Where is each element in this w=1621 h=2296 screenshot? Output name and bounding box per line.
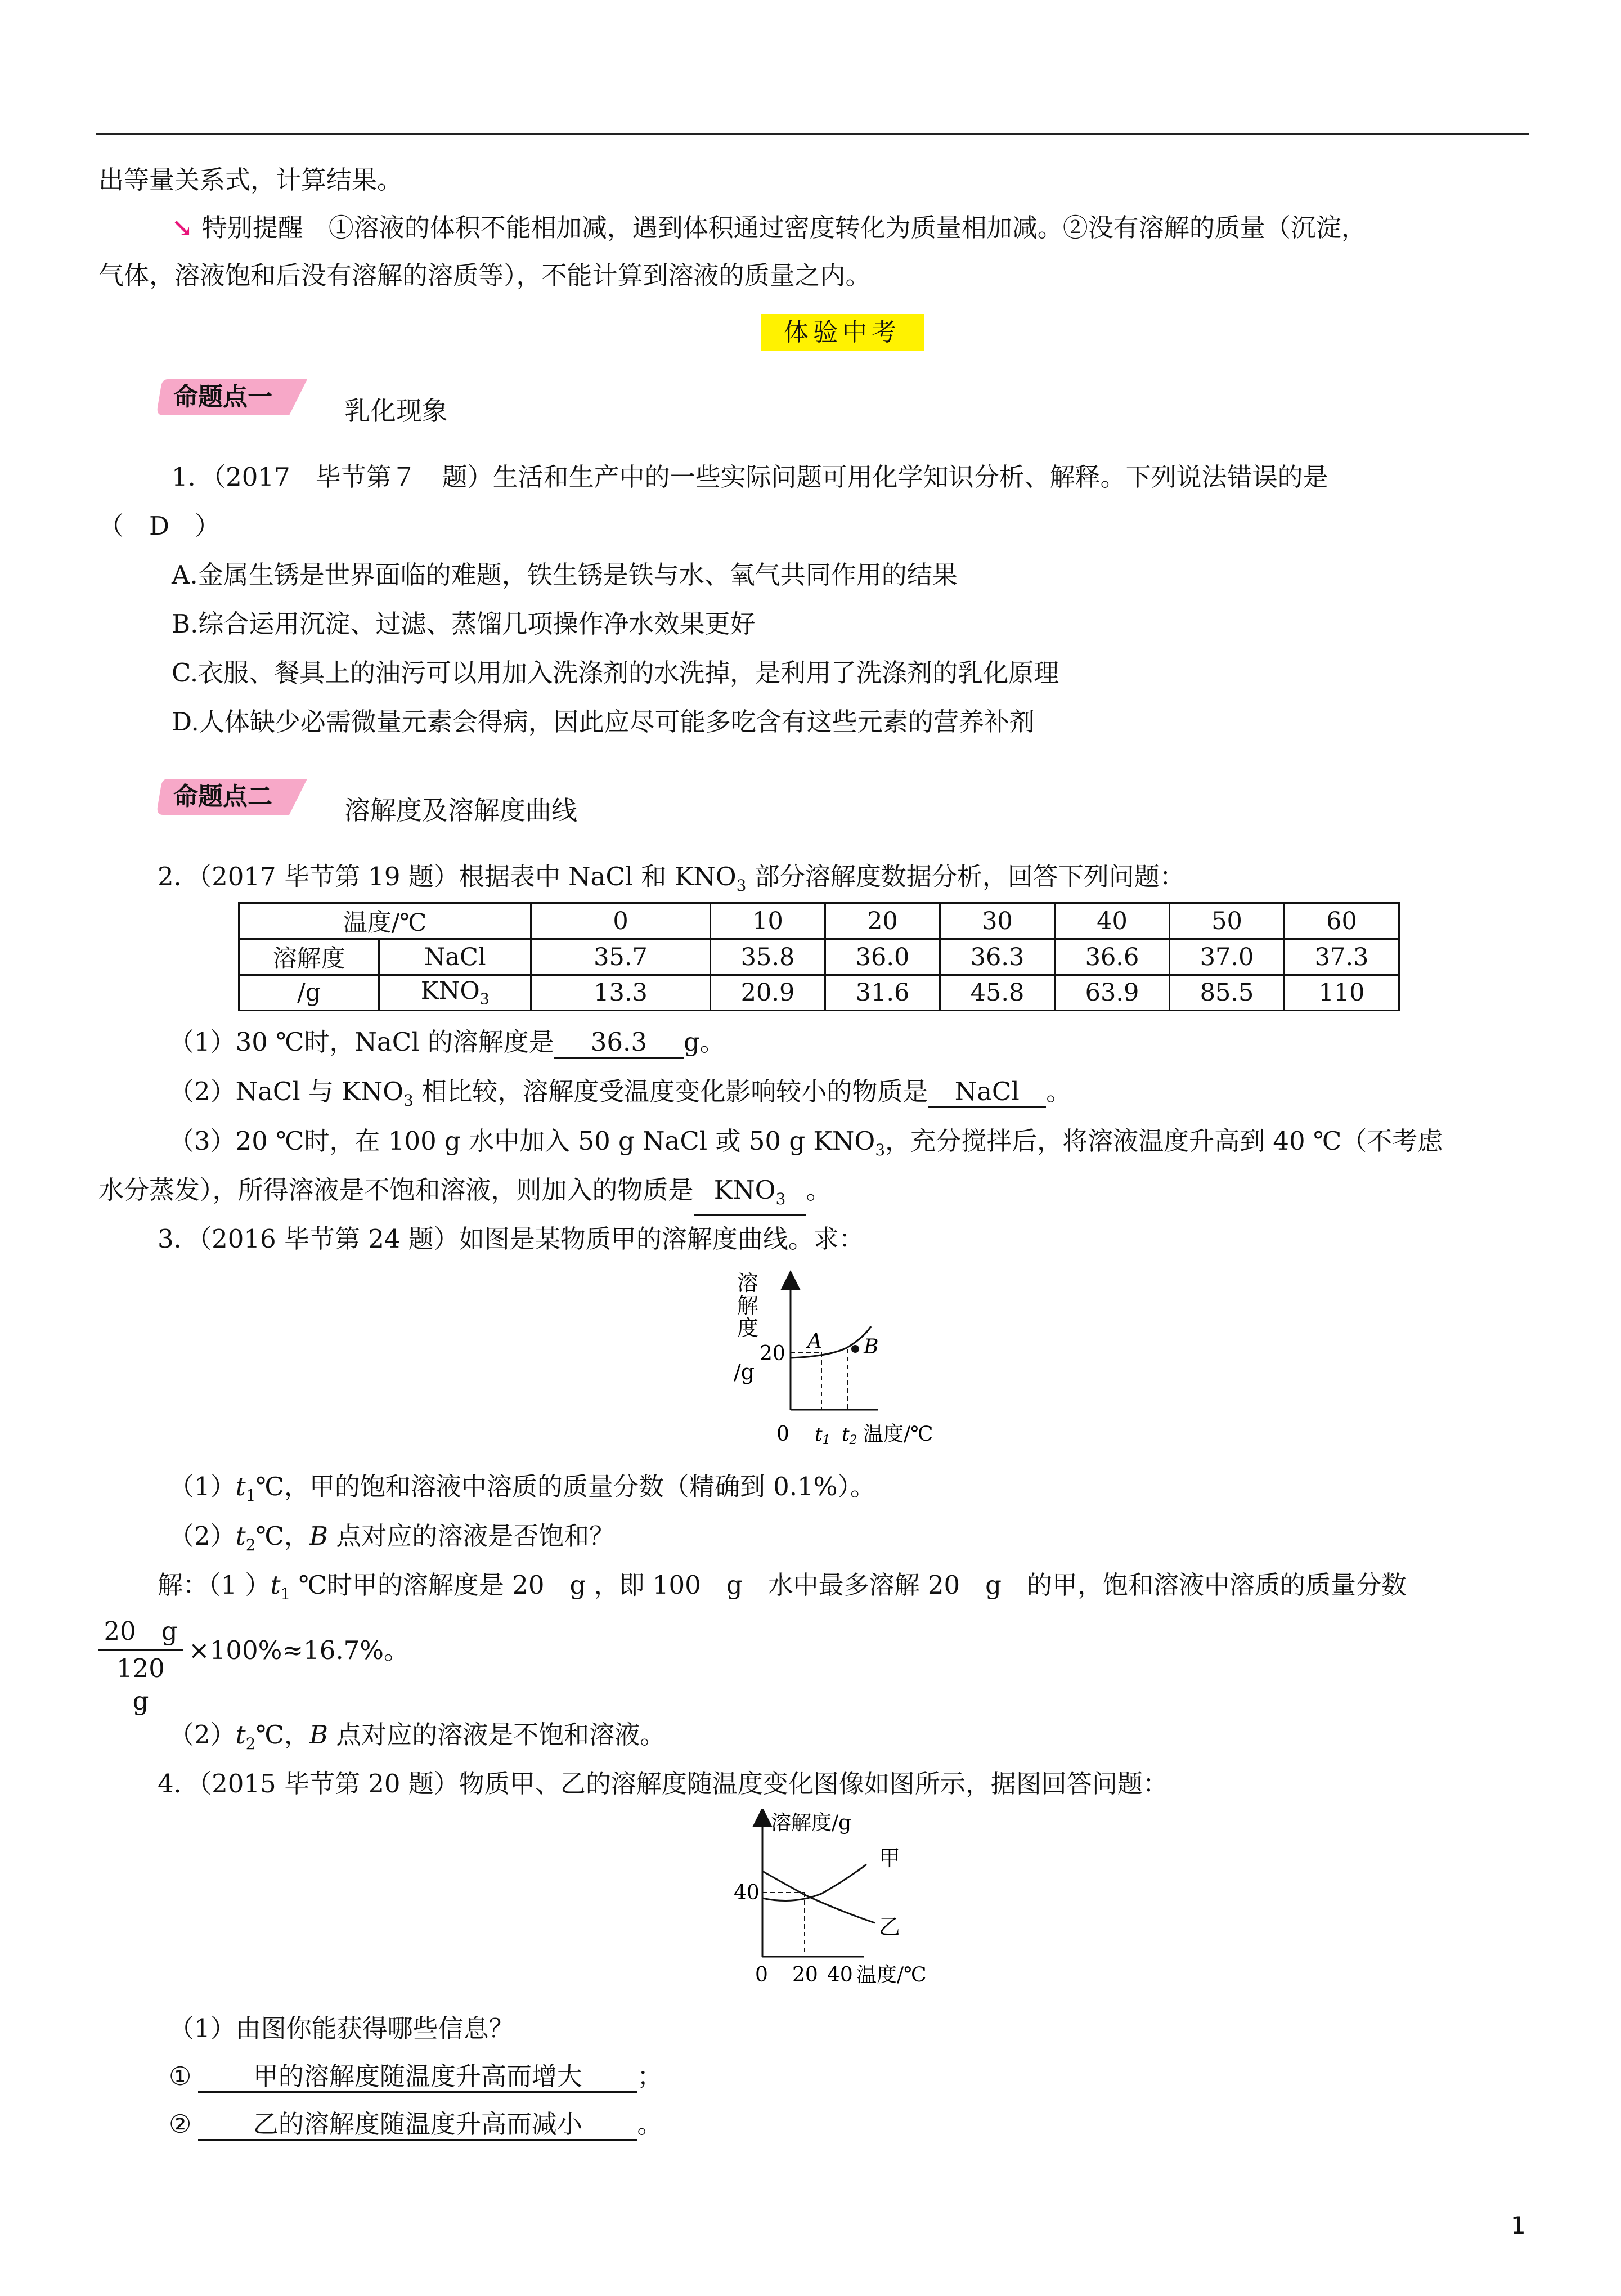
y-axis-label: 溶解度/g [771,1811,852,1835]
table-cell: 30 [940,903,1055,939]
x-axis-label: 温度/℃ [863,1423,933,1446]
solution-1: 解：（1 ）$t_1$ ℃时甲的溶解度是 20 g ，即 100 g 水中最多溶解 20 g 的甲，饱和溶液中溶质的质量分数 [158,1570,1407,1603]
answer-blank: 甲的溶解度随温度升高而增大 [198,2062,637,2093]
kno3-label: $KNO_3$ [379,975,531,1011]
question-1-answer: （ D ） [98,511,221,541]
point-b-marker [851,1345,859,1353]
series-jia-curve [762,1864,866,1901]
topic-title-2: 溶解度及溶解度曲线 [344,795,577,826]
topic-tag-2 [155,777,313,817]
x-tick-label: 20 [792,1963,818,1986]
table-cell: 13.3 [531,975,711,1011]
table-cell: 45.8 [940,975,1055,1011]
table-cell: 110 [1285,975,1399,1011]
table-cell: 60 [1285,903,1399,939]
solution-2: $(2)t_2℃$，B 点对应的溶液是不饱和溶液。 [169,1720,666,1753]
answer-blank: 乙的溶解度随温度升高而减小 [198,2110,637,2141]
topic-tag-1 [155,377,313,418]
question-1: 1．（2017 毕节第７ 题）生活和生产中的一些实际问题可用化学知识分析、解释。下列说法错误的是 [172,462,1328,492]
y-label-char: 解 [737,1293,759,1318]
option-a: A.金属生锈是世界面临的难题，铁生锈是铁与水、氧气共同作用的结果 [172,560,958,590]
series-yi-curve [762,1871,875,1923]
series-yi-label: 乙 [879,1914,901,1939]
row-label-top: 溶解度 [239,939,379,975]
table-cell: 31.6 [825,975,940,1011]
table-cell: 36.3 [940,939,1055,975]
topic-tag-2-label: 命题点二 [173,782,272,811]
answer-blank: $KNO_3$ [694,1176,806,1216]
question-2-1: （1）30 ℃时，NaCl 的溶解度是 36.3 g。 [169,1025,725,1059]
y-label-char: /g [734,1360,755,1384]
x-axis-label: 温度/℃ [856,1963,927,1986]
point-a-label: A [807,1330,822,1353]
answer-4-1-a: ① 甲的溶解度随温度升高而增大 ； [169,2060,662,2093]
solubility-table [238,902,1400,1011]
table-cell: 10 [711,903,825,939]
question-2-3: （3）20 ℃时，在 100 g 水中加入 50 g NaCl 或 50 g $KNO_3$，充分搅拌后，将溶液温度升高到 40 ℃（不考虑 [169,1126,1443,1159]
tip-text: ①溶液的体积不能相加减，遇到体积通过密度转化为质量相加减。②没有溶解的质量（沉淀， [328,213,1367,243]
question-2: 2．（2017 毕节第 19 题）根据表中 NaCl 和 $KNO_3$ 部分溶解度数据分析，回答下列问题： [158,862,1185,895]
table-row [239,939,1399,975]
fraction-numerator: 20 g [104,1616,178,1646]
answer-4-1-b: ② 乙的溶解度随温度升高而减小 。 [169,2107,662,2141]
question-4-1: （1）由图你能获得哪些信息？ [169,2014,514,2043]
fraction-denominator: 120 g [116,1653,190,1716]
solubility-curve [791,1326,871,1358]
header-rule [96,133,1529,135]
answer-blank: NaCl [928,1077,1046,1108]
table-cell: 20 [825,903,940,939]
row-label-bottom: /g [239,975,379,1011]
table-cell: 37.3 [1285,939,1399,975]
solubility-curve-chart-1 [726,1269,962,1460]
solubility-curve-chart-2 [726,1809,968,1995]
point-b-label: B [864,1335,879,1358]
table-cell: 36.6 [1055,939,1170,975]
series-jia-label: 甲 [879,1846,901,1871]
y-label-char: 溶 [737,1271,759,1295]
origin-label: 0 [776,1423,789,1446]
intro-line: 出等量关系式，计算结果。 [98,165,403,195]
question-4: 4．（2015 毕节第 20 题）物质甲、乙的溶解度随温度变化图像如图所示，据图回答问题： [158,1769,1168,1799]
answer-blank: 36.3 [554,1028,684,1059]
special-tip [172,211,1367,245]
y-label-char: 度 [737,1316,759,1340]
question-2-2: （2）NaCl 与 $KNO_3$ 相比较，溶解度受温度变化影响较小的物质是 NaCl 。 [169,1077,1072,1110]
y-tick-label: 40 [734,1881,760,1904]
table-header-label: 温度/℃ [239,903,531,939]
x-tick-label: 0 [755,1963,768,1986]
question-3-2: $(2)t_2℃$，B 点对应的溶液是否饱和？ [169,1521,615,1554]
x-tick-label: 40 [827,1963,853,1986]
table-cell: 85.5 [1170,975,1285,1011]
table-row [239,975,1399,1011]
section-banner: 体验中考 [761,314,924,351]
option-d: D.人体缺少必需微量元素会得病，因此应尽可能多吃含有这些元素的营养补剂 [172,707,1035,737]
question-2-3-continued: 水分蒸发），所得溶液是不饱和溶液，则加入的物质是 $KNO_3$ 。 [98,1173,832,1216]
table-cell: 35.8 [711,939,825,975]
question-3: 3．（2016 毕节第 24 题）如图是某物质甲的溶解度曲线。求： [158,1224,864,1254]
table-cell: 35.7 [531,939,711,975]
table-cell: 37.0 [1170,939,1285,975]
topic-tag-1-label: 命题点一 [173,383,272,411]
t1-label: t1 [815,1423,830,1447]
table-cell: 36.0 [825,939,940,975]
tip-text-continued: 气体，溶液饱和后没有溶解的溶质等），不能计算到溶液的质量之内。 [98,261,871,290]
table-cell: 50 [1170,903,1285,939]
option-b: B.综合运用沉淀、过滤、蒸馏几项操作净水效果更好 [172,609,756,639]
fraction-rest: ×100%≈16.7%。 [188,1635,410,1665]
arrow-icon: ↘ [172,213,193,243]
tip-label: 特别提醒 [201,213,303,243]
table-cell: 20.9 [711,975,825,1011]
table-row [239,903,1399,939]
topic-title-1: 乳化现象 [344,396,448,426]
t2-label: t2 [842,1423,857,1447]
question-3-1: $(1)t_1℃$，甲的饱和溶液中溶质的质量分数（精确到 0.1%）。 [169,1472,875,1505]
table-cell: 63.9 [1055,975,1170,1011]
y-tick-label: 20 [760,1342,785,1365]
page-number: 1 [1511,2212,1526,2239]
nacl-label: NaCl [379,939,531,975]
table-cell: 40 [1055,903,1170,939]
option-c: C.衣服、餐具上的油污可以用加入洗涤剂的水洗掉，是利用了洗涤剂的乳化原理 [172,658,1059,688]
table-cell: 0 [531,903,711,939]
fraction-bar [98,1649,183,1651]
